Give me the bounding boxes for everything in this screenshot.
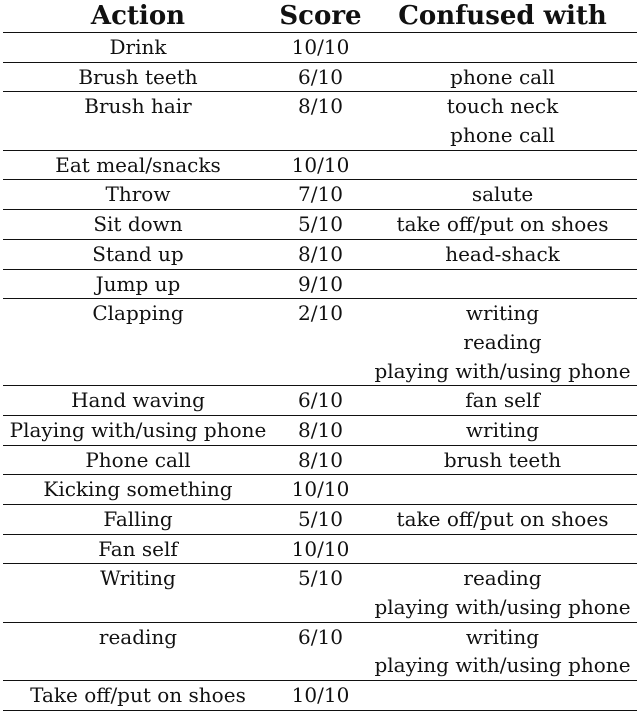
score-cell — [273, 386, 368, 416]
score-value: 7/10 — [298, 182, 343, 207]
confused-with-item: playing with/using phone — [374, 595, 631, 620]
confused-with-cell — [368, 564, 637, 622]
confused-with-cell — [368, 180, 637, 210]
action-label: Sit down — [93, 212, 183, 237]
table-row — [3, 33, 637, 63]
confused-with-cell — [368, 681, 637, 711]
score-cell — [273, 622, 368, 680]
action-cell — [3, 180, 273, 210]
score-value: 10/10 — [291, 477, 350, 502]
score-cell — [273, 269, 368, 299]
table-row — [3, 150, 637, 180]
confused-with-cell — [368, 62, 637, 92]
action-recognition-table — [3, 0, 637, 711]
action-label: Throw — [105, 182, 171, 207]
confused-with-item: writing — [465, 301, 540, 326]
confused-with-item: reading — [463, 329, 542, 354]
action-cell — [3, 239, 273, 269]
confused-with-item — [368, 33, 637, 62]
score-value: 5/10 — [298, 507, 343, 531]
score-cell — [273, 239, 368, 269]
table-row — [3, 415, 637, 445]
score-cell — [273, 564, 368, 622]
confused-with-item: take off/put on shoes — [396, 212, 609, 237]
action-cell — [3, 475, 273, 505]
confused-with-cell — [368, 210, 637, 240]
score-cell — [273, 180, 368, 210]
action-label: Hand waving — [71, 388, 205, 413]
confused-with-item: head-shack — [445, 241, 560, 266]
score-value: 6/10 — [298, 388, 343, 413]
action-label: Stand up — [92, 241, 184, 266]
table-row — [3, 239, 637, 269]
confused-with-cell — [368, 150, 637, 180]
action-label: Brush teeth — [78, 64, 198, 89]
table-row — [3, 622, 637, 680]
confused-with-cell — [368, 386, 637, 416]
header-row — [3, 0, 637, 33]
score-value: 8/10 — [298, 241, 343, 266]
action-label: Clapping — [92, 301, 184, 326]
score-value: 10/10 — [291, 683, 350, 708]
action-label: reading — [98, 624, 178, 649]
action-cell — [3, 62, 273, 92]
action-cell — [3, 33, 273, 63]
confused-with-cell — [368, 92, 637, 150]
score-cell — [273, 505, 368, 535]
confused-with-item: fan self — [465, 388, 540, 413]
score-cell — [273, 445, 368, 475]
confused-with-cell — [368, 269, 637, 299]
score-value: 8/10 — [298, 447, 343, 472]
action-cell — [3, 150, 273, 180]
action-cell — [3, 534, 273, 564]
confused-with-cell — [368, 299, 637, 386]
score-value: 2/10 — [298, 301, 343, 326]
action-label: Phone call — [85, 447, 191, 472]
score-cell — [273, 210, 368, 240]
action-label: Take off/put on shoes — [30, 683, 246, 708]
action-label: Drink — [109, 35, 167, 59]
score-value: 9/10 — [298, 271, 343, 296]
action-cell — [3, 386, 273, 416]
table-row — [3, 92, 637, 150]
score-cell — [273, 534, 368, 564]
confused-with-item: brush teeth — [443, 447, 562, 472]
confused-with-item — [368, 151, 637, 180]
action-label: Jump up — [95, 271, 181, 296]
action-cell — [3, 269, 273, 299]
score-cell — [273, 415, 368, 445]
action-cell — [3, 92, 273, 150]
header-action: Action — [3, 0, 273, 33]
score-value: 8/10 — [298, 417, 343, 442]
score-value: 10/10 — [291, 536, 350, 561]
score-cell — [273, 475, 368, 505]
score-value: 5/10 — [298, 566, 343, 591]
confused-with-item: phone call — [450, 123, 555, 148]
score-value: 5/10 — [298, 212, 343, 237]
confused-with-item: playing with/using phone — [374, 358, 631, 383]
table-row — [3, 180, 637, 210]
table-row — [3, 534, 637, 564]
action-label: Kicking something — [43, 477, 233, 502]
action-label: Brush hair — [84, 94, 192, 119]
confused-with-cell — [368, 505, 637, 535]
score-value: 10/10 — [291, 35, 350, 59]
confused-with-item: take off/put on shoes — [396, 507, 609, 531]
action-cell — [3, 445, 273, 475]
score-value: 10/10 — [291, 152, 350, 177]
table-row — [3, 681, 637, 711]
confused-with-item: salute — [471, 182, 534, 207]
header-confused-with: Confused with — [368, 0, 637, 33]
score-cell — [273, 150, 368, 180]
table-row — [3, 475, 637, 505]
score-cell — [273, 681, 368, 711]
action-cell — [3, 415, 273, 445]
action-cell — [3, 564, 273, 622]
table-body — [3, 33, 637, 711]
confused-with-item: playing with/using phone — [374, 653, 631, 678]
confused-with-item: phone call — [450, 64, 555, 89]
confused-with-cell — [368, 33, 637, 63]
confused-with-cell — [368, 534, 637, 564]
action-cell — [3, 210, 273, 240]
confused-with-item — [368, 475, 637, 504]
confused-with-cell — [368, 415, 637, 445]
confused-with-item — [368, 681, 637, 710]
confused-with-cell — [368, 445, 637, 475]
score-cell — [273, 299, 368, 386]
action-label: Falling — [103, 507, 173, 531]
table-row — [3, 386, 637, 416]
score-cell — [273, 92, 368, 150]
table-row — [3, 564, 637, 622]
confused-with-item: touch neck — [446, 94, 559, 119]
score-value: 8/10 — [298, 94, 343, 119]
score-cell — [273, 33, 368, 63]
table-row — [3, 445, 637, 475]
score-cell — [273, 62, 368, 92]
confused-with-item: reading — [463, 566, 542, 591]
table-row — [3, 505, 637, 535]
confused-with-item: writing — [465, 624, 540, 649]
confused-with-cell — [368, 475, 637, 505]
action-cell — [3, 681, 273, 711]
score-value: 6/10 — [298, 624, 343, 649]
confused-with-cell — [368, 622, 637, 680]
header-score: Score — [273, 0, 368, 33]
action-label: Eat meal/snacks — [55, 152, 221, 177]
table-row — [3, 269, 637, 299]
confused-with-item: writing — [465, 417, 540, 442]
action-label: Playing with/using phone — [9, 417, 267, 442]
table-row — [3, 210, 637, 240]
table-row — [3, 299, 637, 386]
table-row — [3, 62, 637, 92]
confused-with-cell — [368, 239, 637, 269]
confused-with-item — [368, 270, 637, 299]
action-cell — [3, 622, 273, 680]
action-cell — [3, 299, 273, 386]
score-value: 6/10 — [298, 64, 343, 89]
action-cell — [3, 505, 273, 535]
action-label: Fan self — [98, 536, 178, 561]
action-label: Writing — [100, 566, 176, 591]
table-header — [3, 0, 637, 33]
confused-with-item — [368, 535, 637, 564]
